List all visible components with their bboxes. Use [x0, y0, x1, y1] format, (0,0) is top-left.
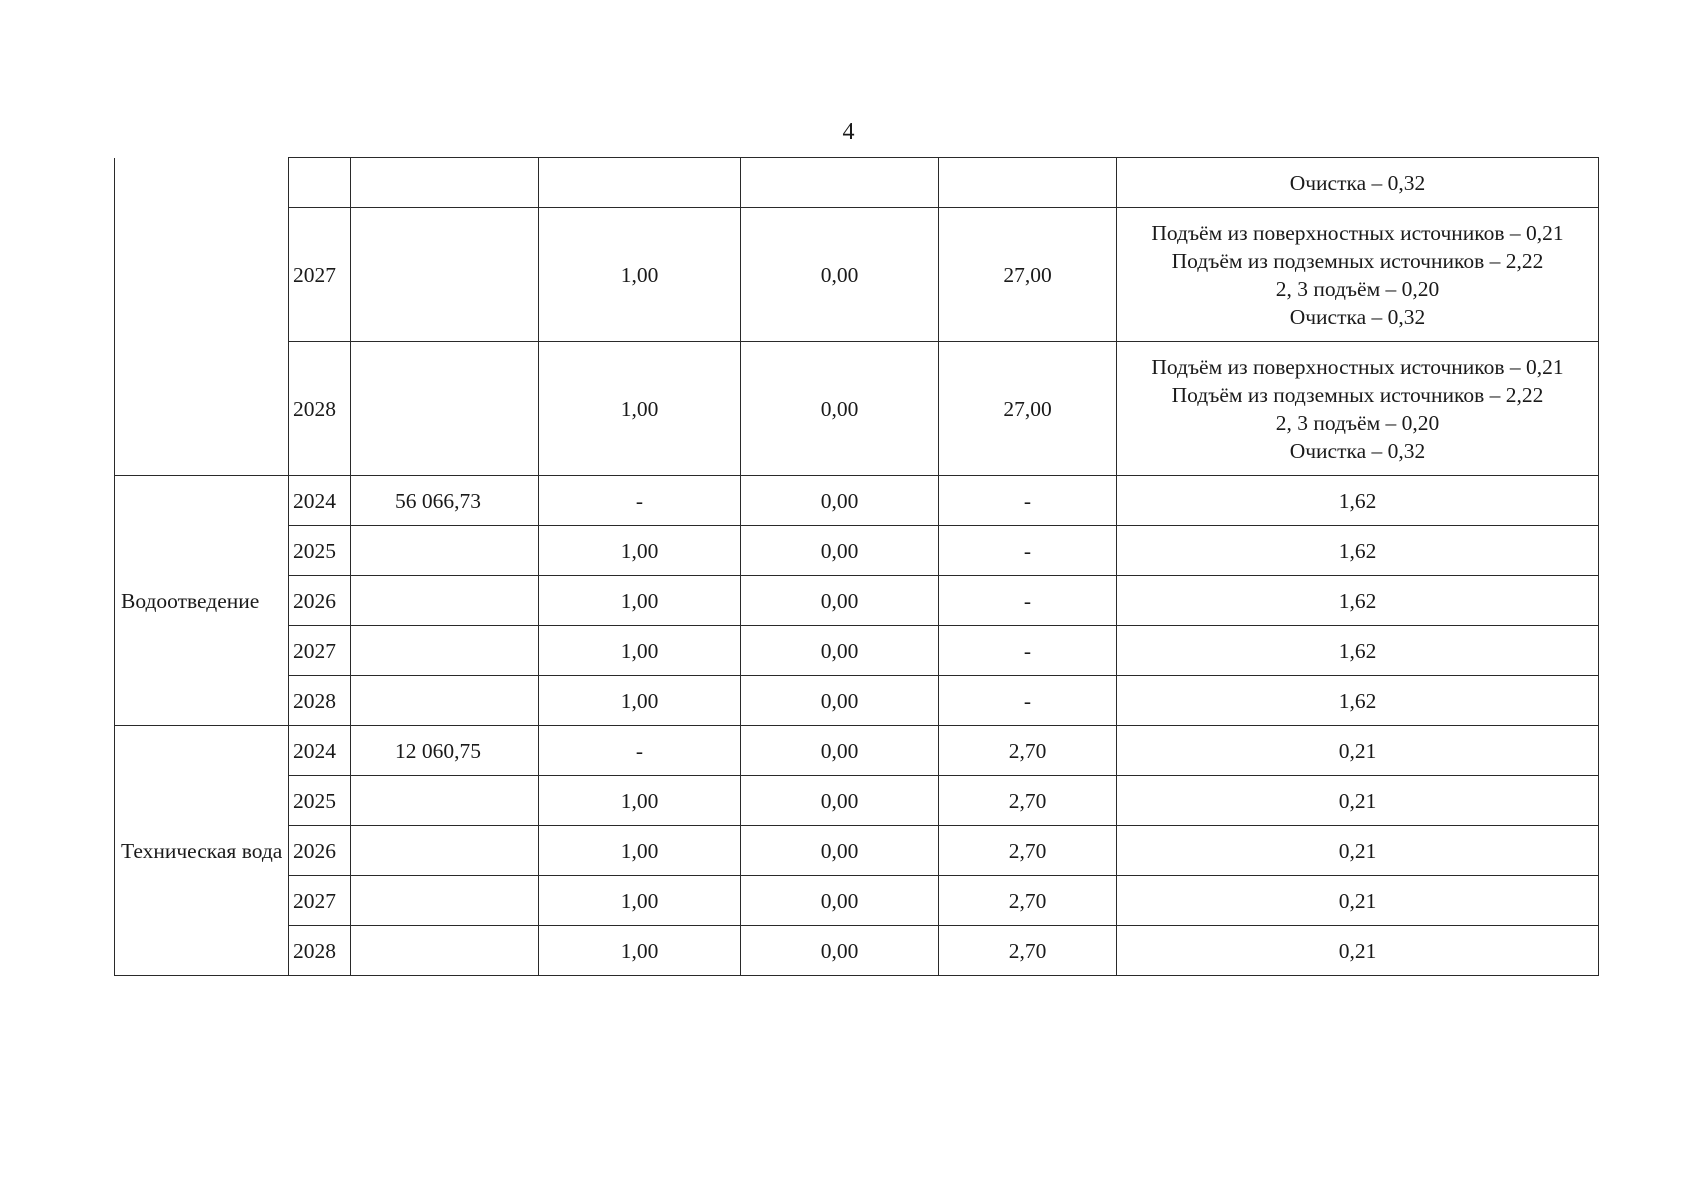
value-cell: 0,00 — [741, 526, 939, 576]
index-cell: - — [539, 476, 741, 526]
value-cell: - — [939, 476, 1117, 526]
table-row — [115, 576, 1599, 626]
year-cell: 2027 — [289, 626, 351, 676]
value-cell: 0,00 — [741, 342, 939, 476]
year-cell: 2025 — [289, 776, 351, 826]
index-cell: 1,00 — [539, 576, 741, 626]
energy-line: Очистка – 0,32 — [1289, 438, 1426, 463]
energy-cell — [1117, 208, 1599, 342]
value-cell: 0,00 — [741, 626, 939, 676]
value-cell: 0,00 — [741, 726, 939, 776]
value-cell: 0,00 — [741, 876, 939, 926]
value-cell: 0,00 — [741, 776, 939, 826]
value-cell: 0,00 — [741, 576, 939, 626]
base-value-cell — [351, 576, 539, 626]
energy-line: Подъём из подземных источников – 2,22 — [1171, 248, 1544, 273]
energy-line: Подъём из поверхностных источников – 0,21 — [1151, 220, 1564, 245]
value-cell: 2,70 — [939, 826, 1117, 876]
continued-group-cell — [115, 158, 289, 476]
table-row — [115, 526, 1599, 576]
year-cell: 2028 — [289, 676, 351, 726]
year-cell: 2026 — [289, 576, 351, 626]
year-cell: 2025 — [289, 526, 351, 576]
table-row — [115, 676, 1599, 726]
base-value-cell — [351, 826, 539, 876]
value-cell: 2,70 — [939, 776, 1117, 826]
index-cell — [539, 158, 741, 208]
base-value-cell — [351, 208, 539, 342]
base-value-cell — [351, 776, 539, 826]
year-cell — [289, 158, 351, 208]
year-cell: 2026 — [289, 826, 351, 876]
index-cell: 1,00 — [539, 526, 741, 576]
table-row — [115, 876, 1599, 926]
value-cell: 2,70 — [939, 876, 1117, 926]
year-cell: 2027 — [289, 876, 351, 926]
base-value-cell: 12 060,75 — [351, 726, 539, 776]
value-cell: - — [939, 526, 1117, 576]
energy-cell: 1,62 — [1117, 676, 1599, 726]
table-row — [115, 726, 1599, 776]
table-row — [115, 776, 1599, 826]
base-value-cell — [351, 342, 539, 476]
energy-line: 2, 3 подъём – 0,20 — [1275, 410, 1440, 435]
year-cell: 2027 — [289, 208, 351, 342]
page-number: 4 — [842, 119, 855, 145]
table-row — [115, 158, 1599, 208]
index-cell: 1,00 — [539, 676, 741, 726]
energy-cell: 0,21 — [1117, 726, 1599, 776]
table-row — [115, 208, 1599, 342]
energy-cell — [1117, 158, 1599, 208]
table-row — [115, 476, 1599, 526]
index-cell: 1,00 — [539, 926, 741, 976]
year-cell: 2028 — [289, 926, 351, 976]
table-row — [115, 626, 1599, 676]
energy-line: Очистка – 0,32 — [1289, 304, 1426, 329]
year-cell: 2028 — [289, 342, 351, 476]
energy-cell: 0,21 — [1117, 926, 1599, 976]
value-cell: - — [939, 576, 1117, 626]
value-cell: 0,00 — [741, 926, 939, 976]
value-cell: 27,00 — [939, 208, 1117, 342]
energy-cell: 0,21 — [1117, 776, 1599, 826]
value-cell: 0,00 — [741, 476, 939, 526]
base-value-cell — [351, 876, 539, 926]
table-row — [115, 342, 1599, 476]
index-cell: 1,00 — [539, 342, 741, 476]
value-cell — [939, 158, 1117, 208]
base-value-cell — [351, 158, 539, 208]
value-cell: 0,00 — [741, 826, 939, 876]
year-cell: 2024 — [289, 726, 351, 776]
index-cell: - — [539, 726, 741, 776]
base-value-cell: 56 066,73 — [351, 476, 539, 526]
index-cell: 1,00 — [539, 626, 741, 676]
base-value-cell — [351, 926, 539, 976]
value-cell: 2,70 — [939, 926, 1117, 976]
group-name-cell: Водоотведение — [115, 476, 289, 726]
index-cell: 1,00 — [539, 208, 741, 342]
table-row — [115, 826, 1599, 876]
energy-line: Подъём из поверхностных источников – 0,21 — [1151, 354, 1564, 379]
index-cell: 1,00 — [539, 876, 741, 926]
energy-cell: 1,62 — [1117, 576, 1599, 626]
value-cell: - — [939, 626, 1117, 676]
energy-cell: 0,21 — [1117, 876, 1599, 926]
energy-cell: 1,62 — [1117, 526, 1599, 576]
value-cell — [741, 158, 939, 208]
energy-cell: 1,62 — [1117, 476, 1599, 526]
energy-cell: 1,62 — [1117, 626, 1599, 676]
value-cell: 27,00 — [939, 342, 1117, 476]
energy-cell: 0,21 — [1117, 826, 1599, 876]
year-cell: 2024 — [289, 476, 351, 526]
table-row — [115, 926, 1599, 976]
energy-line: 2, 3 подъём – 0,20 — [1275, 276, 1440, 301]
value-cell: 0,00 — [741, 208, 939, 342]
value-cell: 2,70 — [939, 726, 1117, 776]
value-cell: 0,00 — [741, 676, 939, 726]
energy-line: Очистка – 0,32 — [1289, 170, 1426, 195]
energy-line: Подъём из подземных источников – 2,22 — [1171, 382, 1544, 407]
index-cell: 1,00 — [539, 826, 741, 876]
tariff-table — [114, 157, 1599, 976]
base-value-cell — [351, 626, 539, 676]
base-value-cell — [351, 526, 539, 576]
group-name-cell: Техническая вода — [115, 726, 289, 976]
base-value-cell — [351, 676, 539, 726]
value-cell: - — [939, 676, 1117, 726]
index-cell: 1,00 — [539, 776, 741, 826]
energy-cell — [1117, 342, 1599, 476]
